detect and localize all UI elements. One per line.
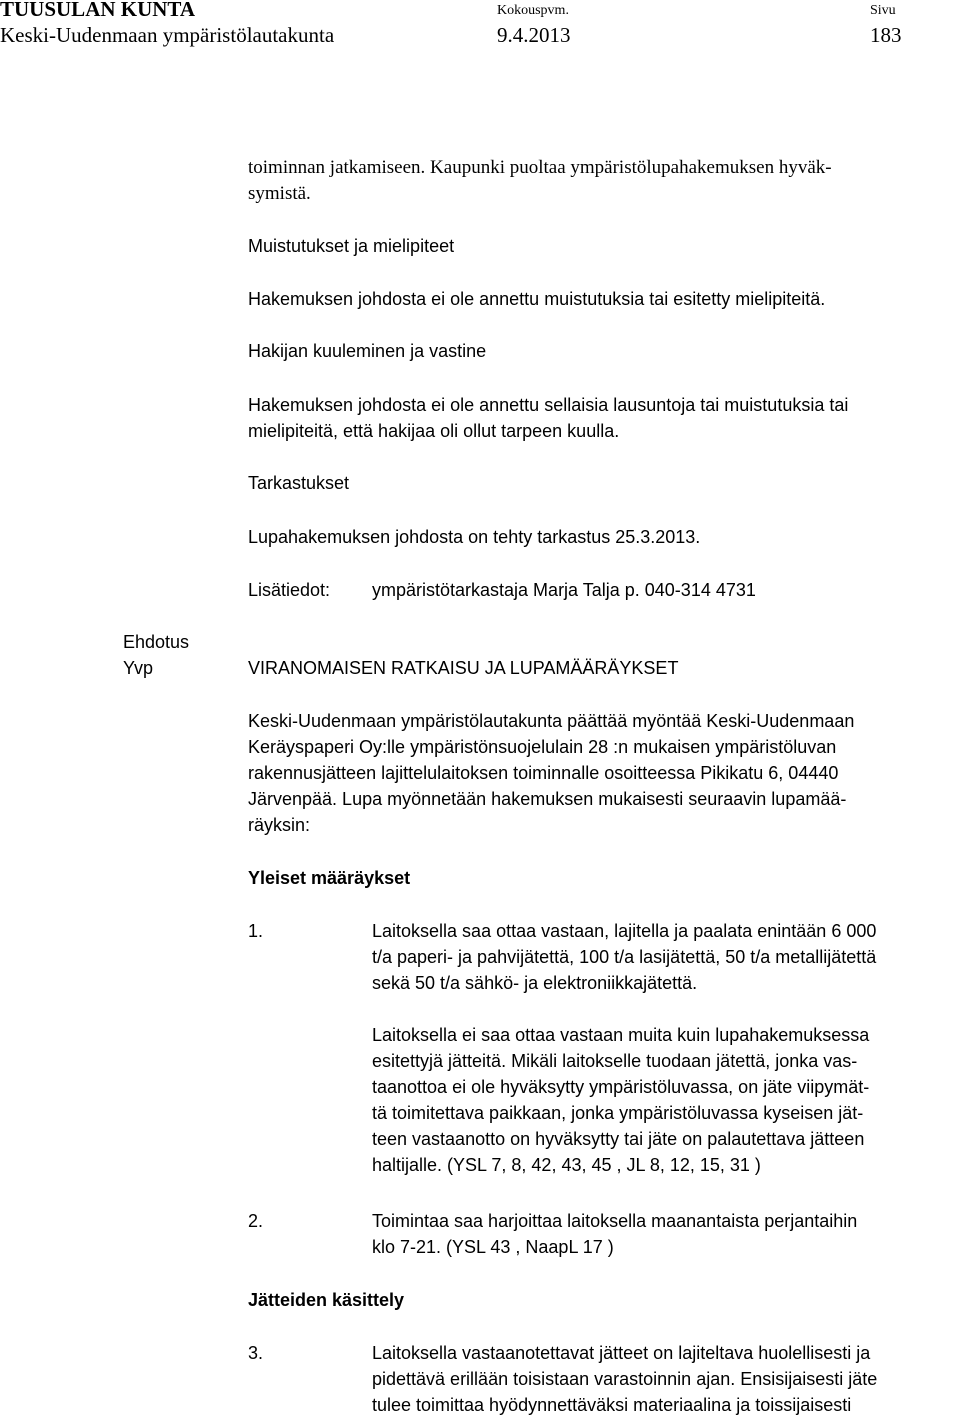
hearing-heading: Hakijan kuuleminen ja vastine [248,341,487,361]
decision-line: räyksin: [248,815,311,835]
item-line: haltijalle. (YSL 7, 8, 42, 43, 45 , JL 8, 12, 15, 31 ) [372,1155,761,1175]
meeting-date-label: Kokouspvm. [497,3,569,18]
decision-heading: VIRANOMAISEN RATKAISU JA LUPAMÄÄRÄYKSET [248,658,679,678]
item-1-text [372,918,876,996]
item-line: pidettävä erillään toisistaan varastoinnin ajan. Ensisijaisesti jäte [372,1369,878,1389]
decision-line: Keräyspaperi Oy:lle ympäristönsuojelulain 28 :n mukaisen ympäristöluvan [248,737,837,757]
decision-paragraph [248,708,960,838]
inspections-heading: Tarkastukset [248,473,350,493]
item-number: 3. [248,1343,264,1363]
inspections-text: Lupahakemuksen johdosta on tehty tarkastus 25.3.2013. [248,527,701,547]
item-line: esitettyjä jätteitä. Mikäli laitokselle tuodaan jätettä, jonka vas- [372,1051,858,1071]
decision-line: rakennusjätteen lajittelulaitoksen toiminnalle osoitteessa Pikikatu 6, 04440 [248,763,839,783]
municipality-name: TUUSULAN KUNTA [0,0,196,21]
info-value: ympäristötarkastaja Marja Talja p. 040-314 4731 [372,580,756,600]
item-3-text [372,1340,877,1418]
item-line: Laitoksella vastaanotettavat jätteet on lajiteltava huolellisesti ja [372,1343,871,1363]
item-line: teen vastaanotto on hyväksytty tai jäte on palautettava jätteen [372,1129,865,1149]
proposal-sublabel: Yvp [123,658,154,678]
objections-text: Hakemuksen johdosta ei ole annettu muistutuksia tai esitetty mielipiteitä. [248,289,826,309]
hearing-line: mielipiteitä, että hakijaa oli ollut tarpeen kuulla. [248,421,620,441]
item-line: klo 7-21. (YSL 43 , NaapL 17 ) [372,1237,614,1257]
intro-line: symistä. [248,183,311,204]
meeting-date: 9.4.2013 [497,23,571,47]
decision-line: Järvenpää. Lupa myönnetään hakemuksen mukaisesti seuraavin lupamää- [248,789,847,809]
item-line: t/a paperi- ja pahvijätettä, 100 t/a lasijätettä, 50 t/a metallijätettä [372,947,877,967]
item-number: 2. [248,1211,264,1231]
info-label: Lisätiedot: [248,580,331,600]
item-line: Toimintaa saa harjoittaa laitoksella maanantaista perjantaihin [372,1211,858,1231]
board-name: Keski-Uudenmaan ympäristölautakunta [0,23,335,47]
item-line: tulee toimittaa hyödynnettäväksi materiaalina ja toissijaisesti [372,1395,852,1415]
intro-line: toiminnan jatkamiseen. Kaupunki puoltaa ympäristölupahakemuksen hyväk- [248,157,832,178]
objections-heading: Muistutukset ja mielipiteet [248,236,455,256]
item-line: taanottoa ei ole hyväksytty ympäristöluvassa, on jäte viipymät- [372,1077,870,1097]
intro-paragraph [248,155,960,207]
item-2-text [372,1208,857,1260]
page-label: Sivu [870,3,896,18]
item-number: 1. [248,921,264,941]
hearing-line: Hakemuksen johdosta ei ole annettu sellaisia lausuntoja tai muistutuksia tai [248,395,849,415]
hearing-paragraph [248,392,960,444]
general-heading: Yleiset määräykset [248,868,411,888]
item-line: Laitoksella ei saa ottaa vastaan muita kuin lupahakemuksessa [372,1025,870,1045]
decision-line: Keski-Uudenmaan ympäristölautakunta päättää myöntää Keski-Uudenmaan [248,711,855,731]
item-1-extra-text [372,1022,869,1178]
item-line: Laitoksella saa ottaa vastaan, lajitella ja paalata enintään 6 000 [372,921,877,941]
item-line: sekä 50 t/a sähkö- ja elektroniikkajätettä. [372,973,698,993]
item-line: tä toimitettava paikkaan, jonka ympäristöluvassa kyseisen jät- [372,1103,864,1123]
page-number: 183 [870,23,902,47]
proposal-label: Ehdotus [123,632,190,652]
waste-heading: Jätteiden käsittely [248,1290,405,1310]
